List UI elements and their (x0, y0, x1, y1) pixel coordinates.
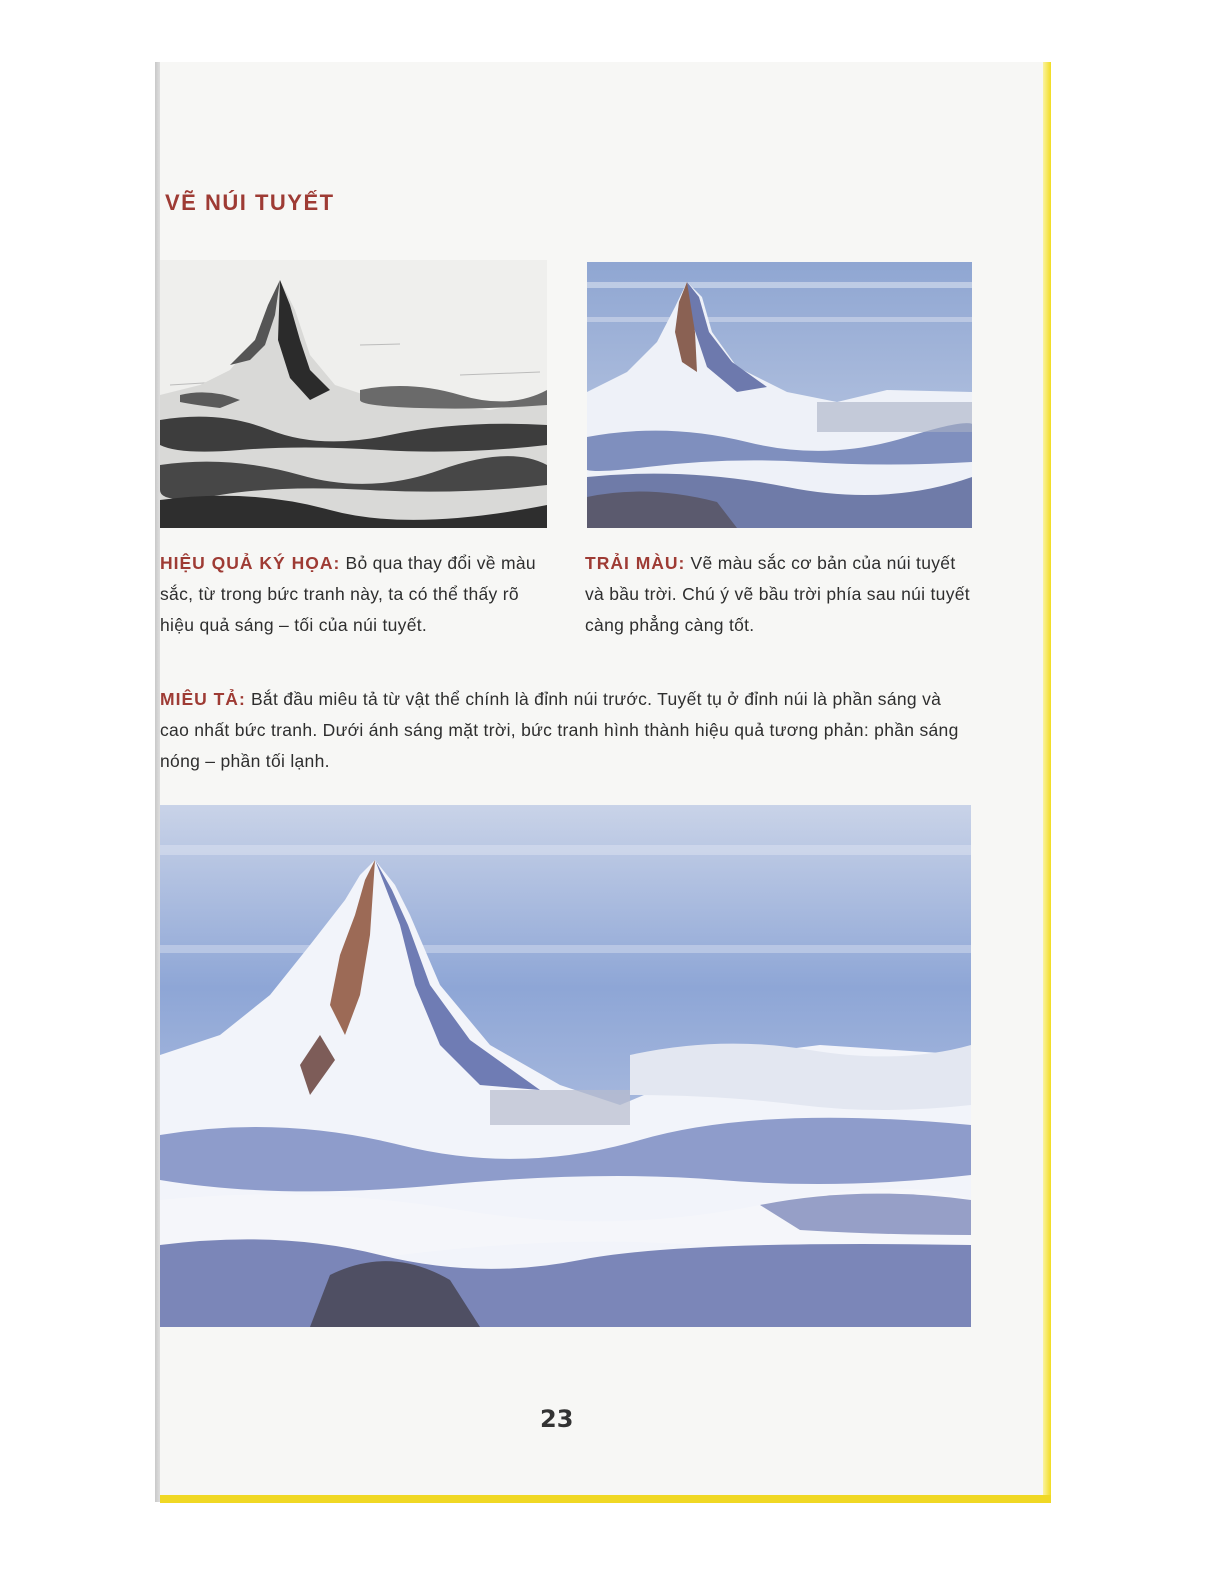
base-color-caption (585, 548, 973, 641)
describe-caption-text: Bắt đầu miêu tả từ vật thể chính là đỉnh núi trước. Tuyết tụ ở đỉnh núi là phần sáng và cao nhất bức tranh. Dưới ánh sáng mặt trời, bức tranh hình thành hiệu quả tương phản: phần sáng nóng – phần tối lạnh. (160, 689, 959, 771)
page-title: VẼ NÚI TUYẾT (165, 190, 335, 215)
sketch-caption (160, 548, 552, 641)
final-painting (160, 805, 971, 1327)
base-color-caption-label: TRẢI MÀU: (585, 553, 686, 573)
describe-caption-label: MIÊU TẢ: (160, 689, 246, 709)
page-number: 23 (540, 1405, 574, 1433)
sketch-caption-text: Bỏ qua thay đổi về màu sắc, từ trong bức tranh này, ta có thể thấy rõ hiệu quả sáng – tối của núi tuyết. (160, 553, 536, 635)
sketch-illustration (160, 260, 547, 528)
sketch-caption-label: HIỆU QUẢ KÝ HỌA: (160, 553, 341, 573)
base-color-painting (587, 262, 972, 528)
base-color-caption-text: Vẽ màu sắc cơ bản của núi tuyết và bầu trời. Chú ý vẽ bầu trời phía sau núi tuyết càng phẳng càng tốt. (585, 553, 970, 635)
book-cover-bottom-edge (160, 1495, 1051, 1503)
book-cover-edge (1043, 62, 1051, 1502)
describe-caption (160, 684, 972, 777)
